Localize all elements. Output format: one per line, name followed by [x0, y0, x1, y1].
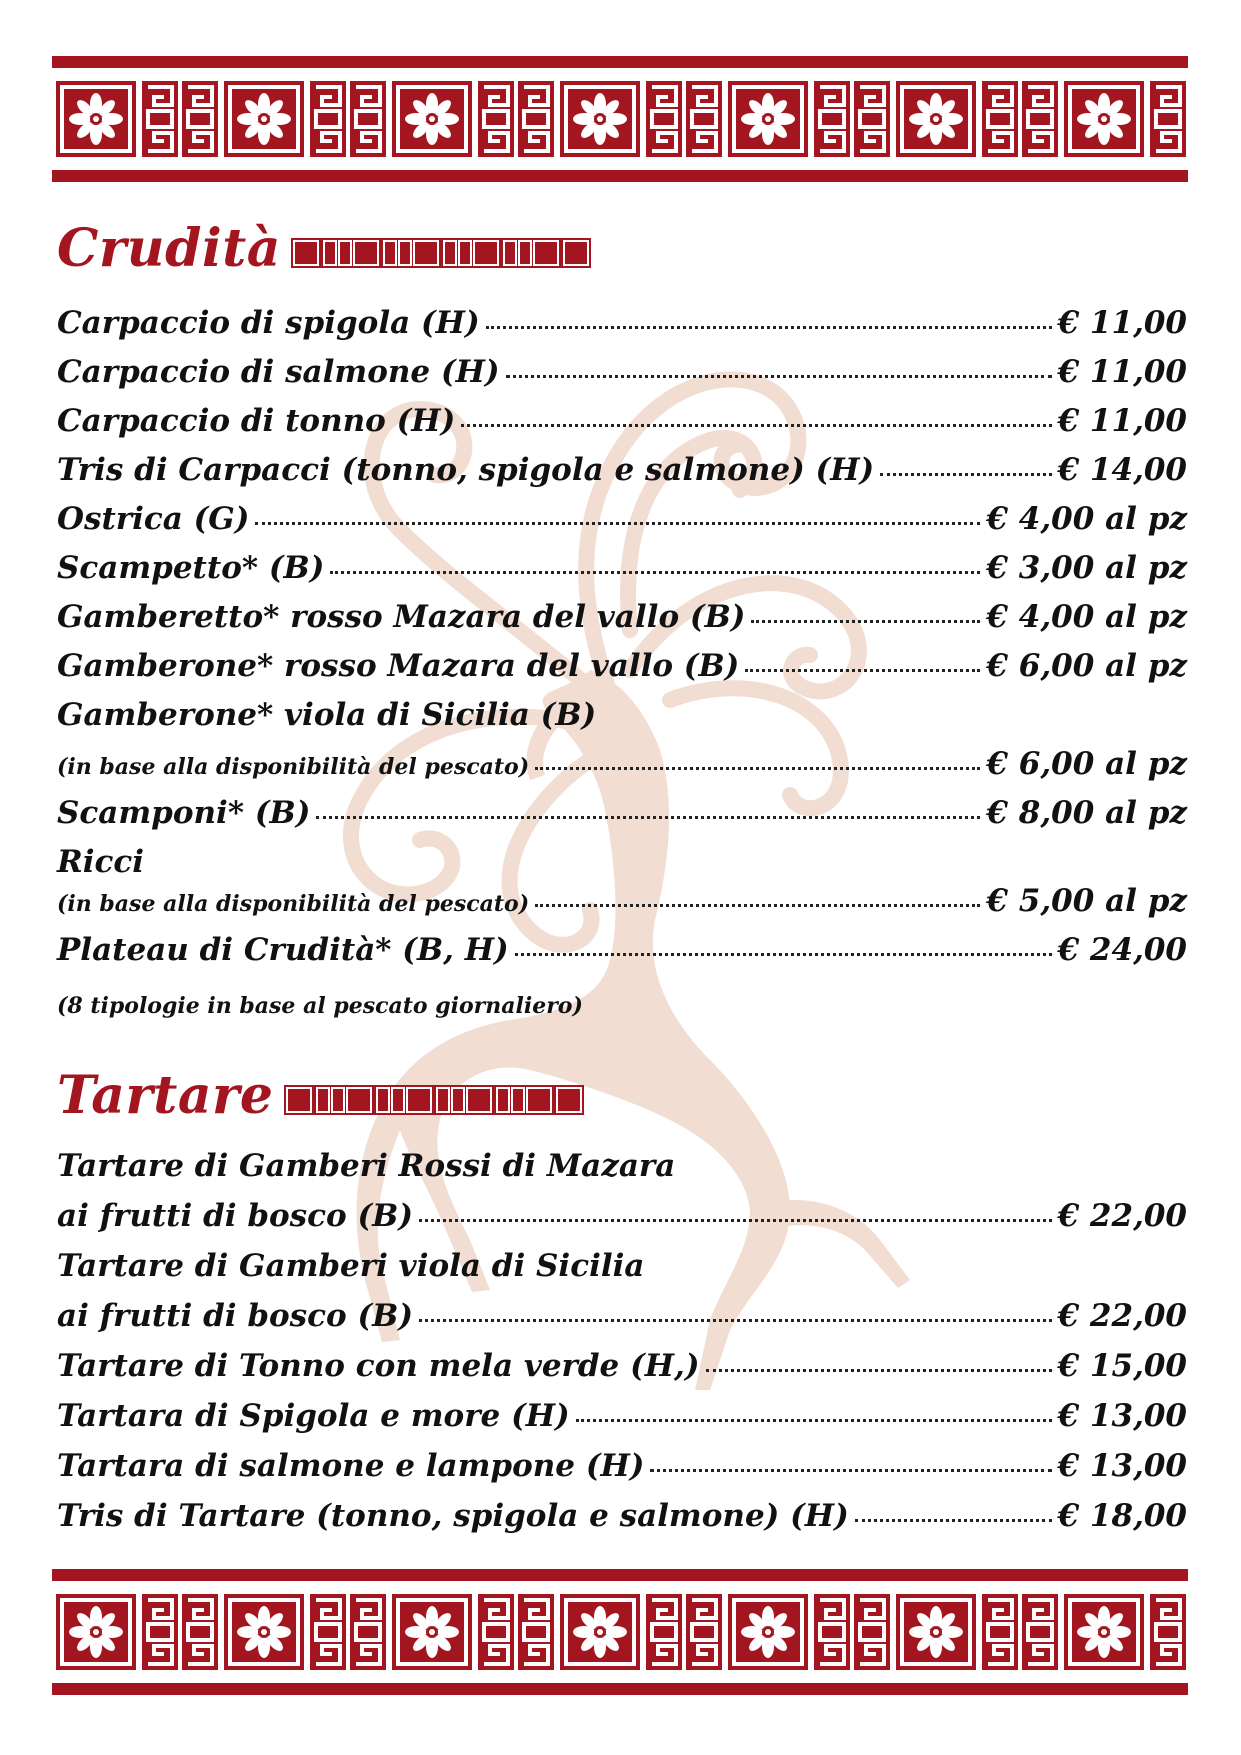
- bottom-decorative-border: [52, 1569, 1188, 1695]
- item-note: (in base alla disponibilità del pescato): [57, 891, 530, 917]
- item-price: € 5,00 al pz: [986, 883, 1187, 919]
- top-decorative-border: [52, 56, 1188, 182]
- item-price: € 8,00 al pz: [986, 795, 1187, 831]
- item-price: € 13,00: [1057, 1448, 1187, 1484]
- dot-leader: [650, 1469, 1051, 1472]
- section-title-text: Tartare: [57, 1065, 274, 1126]
- menu-item: [57, 795, 1187, 831]
- item-price: € 11,00: [1057, 403, 1187, 439]
- dot-leader: [576, 1419, 1052, 1422]
- dot-leader: [486, 326, 1052, 329]
- menu-item: [57, 403, 1187, 439]
- dot-leader: [706, 1369, 1052, 1372]
- item-name: Ostrica (G): [57, 501, 250, 537]
- item-name: Carpaccio di salmone (H): [57, 354, 500, 390]
- item-name: Tartare di Gamberi viola di Sicilia: [57, 1248, 645, 1284]
- dot-leader: [419, 1219, 1052, 1222]
- item-name: Gamberetto* rosso Mazara del vallo (B): [57, 599, 746, 635]
- menu-item: [57, 1348, 1187, 1384]
- item-name-line2: ai frutti di bosco (B): [57, 1198, 414, 1234]
- mini-decorative-band: [284, 1085, 584, 1115]
- dot-leader: [880, 473, 1051, 476]
- item-name: Tartare di Tonno con mela verde (H,): [57, 1348, 700, 1384]
- dot-leader: [745, 669, 980, 672]
- menu-item: [57, 1448, 1187, 1484]
- menu-item: [57, 599, 1187, 635]
- menu-item: [57, 932, 1187, 968]
- item-price: € 15,00: [1057, 1348, 1187, 1384]
- item-price: € 11,00: [1057, 305, 1187, 341]
- section-title-text: Crudità: [57, 218, 281, 279]
- item-name: Tris di Carpacci (tonno, spigola e salmone) (H): [57, 452, 875, 488]
- menu-item: [57, 746, 1187, 782]
- item-price: € 22,00: [1057, 1298, 1187, 1334]
- item-name: Carpaccio di tonno (H): [57, 403, 456, 439]
- item-note: (in base alla disponibilità del pescato): [57, 754, 530, 780]
- dot-leader: [855, 1519, 1052, 1522]
- mini-decorative-band: [291, 238, 591, 268]
- menu-item: [57, 354, 1187, 390]
- dot-leader: [419, 1319, 1052, 1322]
- item-price: € 4,00 al pz: [986, 501, 1187, 537]
- menu-item: [57, 305, 1187, 341]
- item-price: € 3,00 al pz: [986, 550, 1187, 586]
- dot-leader: [751, 620, 980, 623]
- item-name: Tartara di salmone e lampone (H): [57, 1448, 645, 1484]
- menu-item: [57, 550, 1187, 586]
- item-name: Scampetto* (B): [57, 550, 325, 586]
- menu-item: [57, 1398, 1187, 1434]
- dot-leader: [506, 375, 1052, 378]
- item-name: Tris di Tartare (tonno, spigola e salmone) (H): [57, 1498, 849, 1534]
- item-price: € 6,00 al pz: [986, 746, 1187, 782]
- item-price: € 24,00: [1057, 932, 1187, 968]
- item-name: Scamponi* (B): [57, 795, 311, 831]
- item-name: Carpaccio di spigola (H): [57, 305, 480, 341]
- dot-leader: [330, 571, 980, 574]
- item-name: Tartara di Spigola e more (H): [57, 1398, 570, 1434]
- dot-leader: [535, 767, 980, 770]
- item-price: € 22,00: [1057, 1198, 1187, 1234]
- dot-leader: [535, 904, 980, 907]
- dot-leader: [316, 816, 980, 819]
- item-price: € 14,00: [1057, 452, 1187, 488]
- item-name: Tartare di Gamberi Rossi di Mazara: [57, 1148, 676, 1184]
- item-name-line2: ai frutti di bosco (B): [57, 1298, 414, 1334]
- dot-leader: [515, 953, 1052, 956]
- menu-item: [57, 1498, 1187, 1534]
- item-price: € 13,00: [1057, 1398, 1187, 1434]
- item-price: € 11,00: [1057, 354, 1187, 390]
- menu-item: [57, 501, 1187, 537]
- menu-item: [57, 1298, 1187, 1334]
- dot-leader: [461, 424, 1051, 427]
- menu-item: [57, 1198, 1187, 1234]
- section-footnote: (8 tipologie in base al pescato giornaliero): [57, 993, 583, 1019]
- item-name: Ricci: [57, 844, 145, 880]
- item-price: € 4,00 al pz: [986, 599, 1187, 635]
- section-title-crudita: [57, 218, 591, 279]
- item-name: Plateau di Crudità* (B, H): [57, 932, 509, 968]
- item-name: Gamberone* rosso Mazara del vallo (B): [57, 648, 740, 684]
- section-title-tartare: [57, 1065, 584, 1126]
- dot-leader: [255, 522, 980, 525]
- item-name: Gamberone* viola di Sicilia (B): [57, 697, 597, 733]
- item-price: € 6,00 al pz: [986, 648, 1187, 684]
- menu-item: [57, 648, 1187, 684]
- item-price: € 18,00: [1057, 1498, 1187, 1534]
- menu-item: [57, 883, 1187, 919]
- menu-item: [57, 452, 1187, 488]
